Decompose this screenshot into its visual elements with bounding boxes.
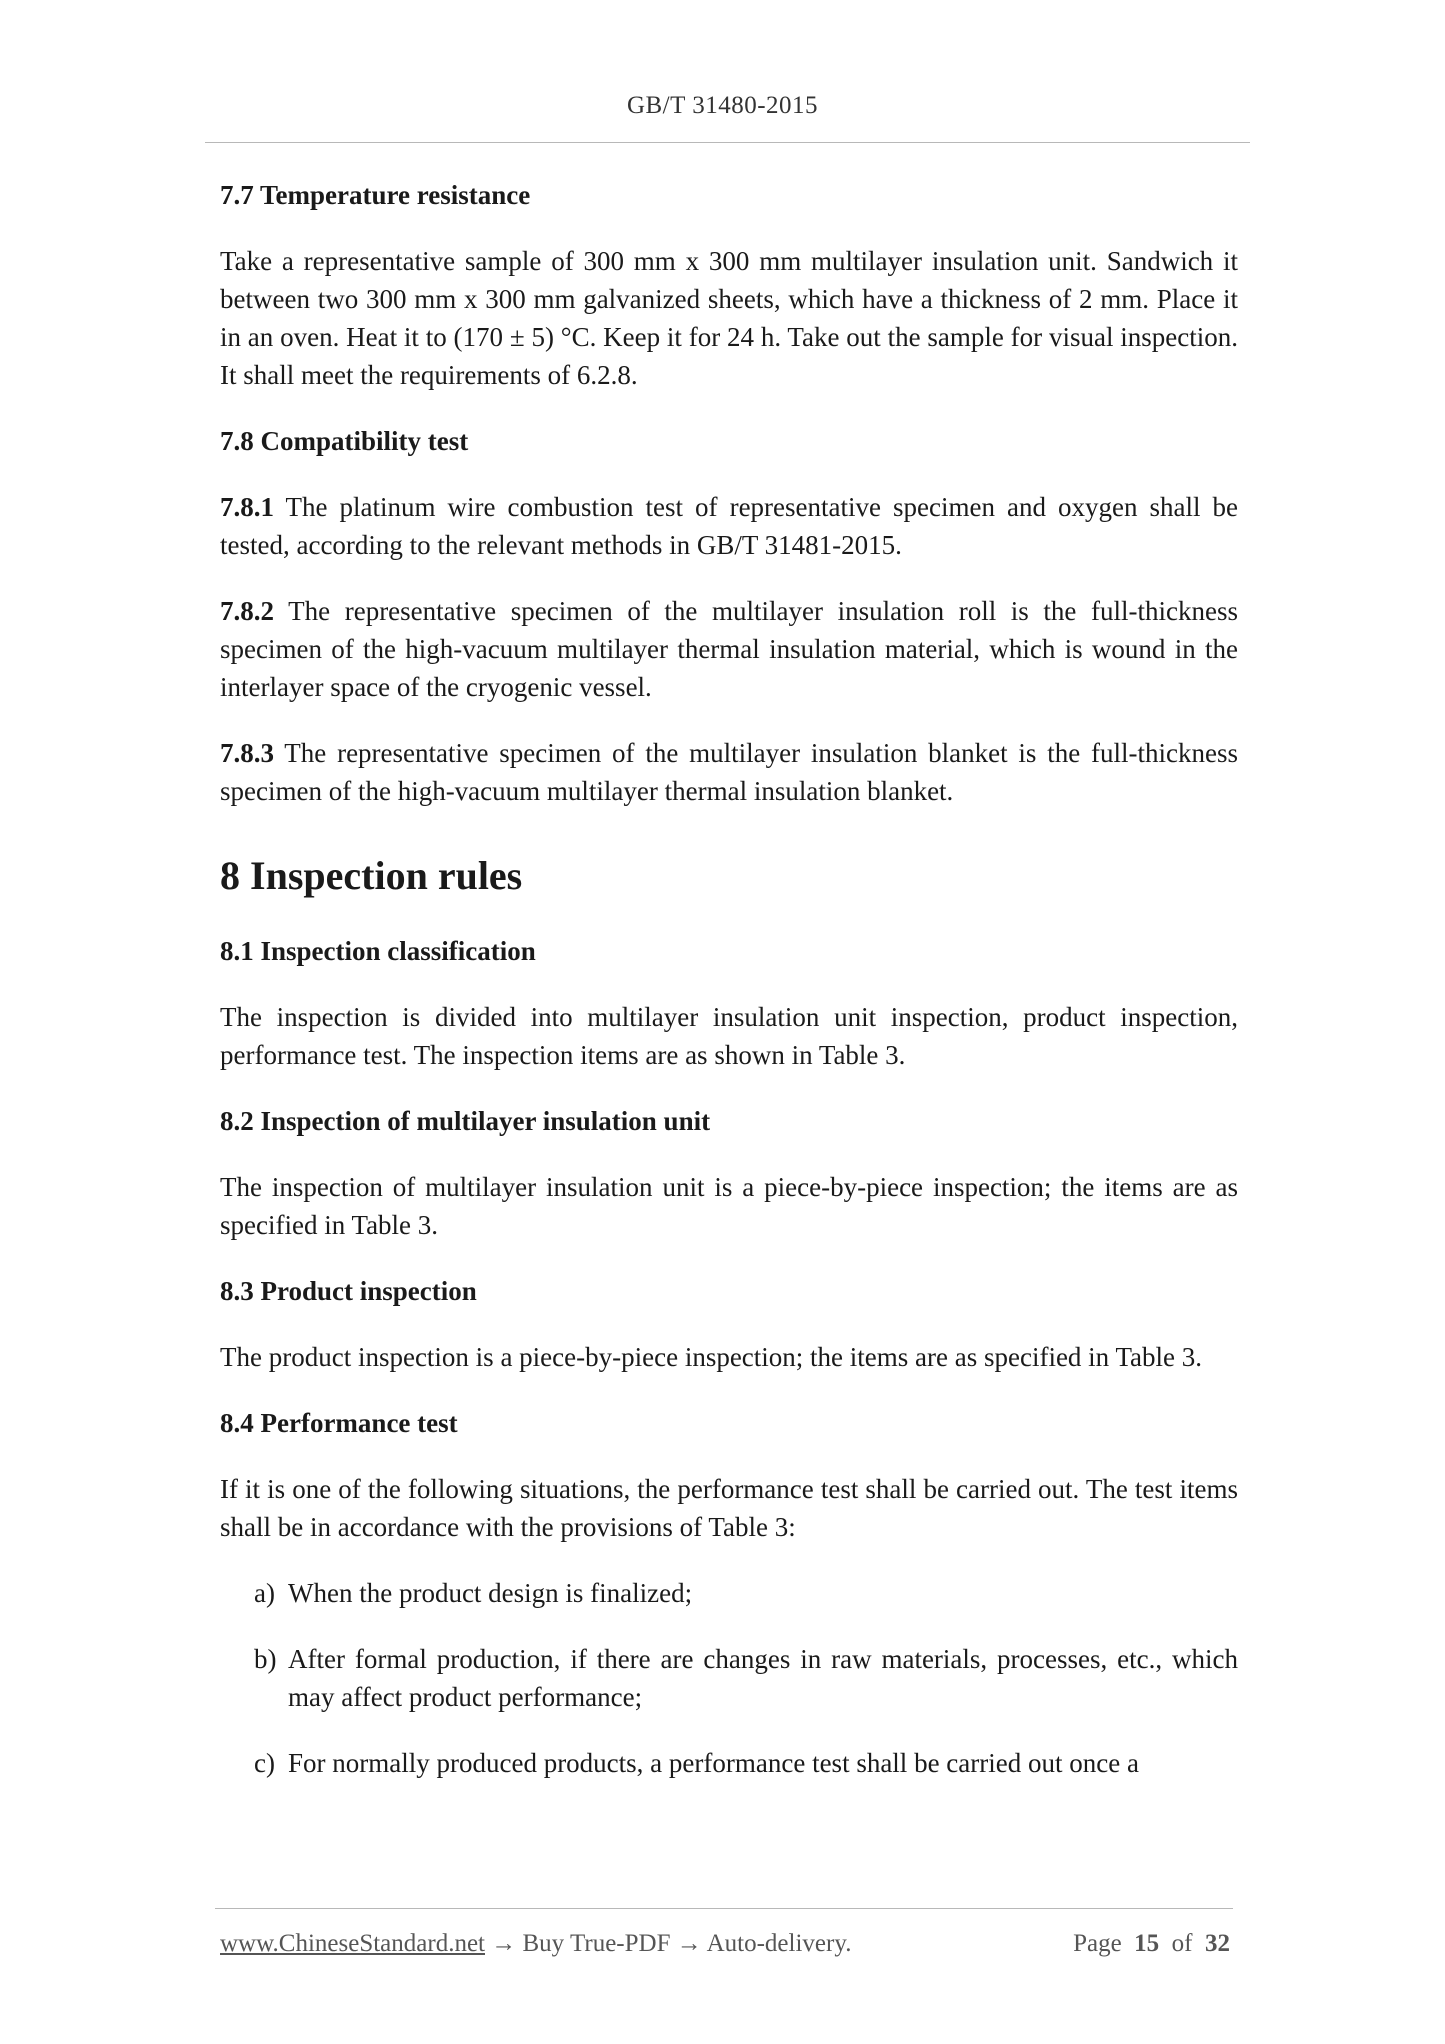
document-body (220, 176, 1238, 1782)
list-marker: c) (254, 1748, 275, 1778)
list-item (254, 1574, 1238, 1612)
page-footer (220, 1930, 1230, 1958)
buy-true-pdf-text: Buy True-PDF (522, 1930, 671, 1957)
list-marker: a) (254, 1578, 275, 1608)
heading-7-7: 7.7 Temperature resistance (220, 180, 531, 210)
page-header-title: GB/T 31480-2015 (626, 92, 819, 119)
current-page-number: 15 (1134, 1930, 1160, 1957)
paragraph-7-7: Take a representative sample of 300 mm x 300 mm multilayer insulation unit. Sandwich it between two 300 mm x 300 mm galvanized sheets, which have a thickness of 2 mm. Place it in an oven. Heat it to (170 ± 5) °C. Keep it for 24 h. Take out the sample for visual inspection. It shall meet the requirements of 6.2.8. (220, 246, 1238, 390)
total-pages-number: 32 (1205, 1930, 1230, 1957)
arrow-icon: → (670, 1930, 707, 1957)
situation-list (254, 1574, 1238, 1782)
heading-8-2: 8.2 Inspection of multilayer insulation unit (220, 1106, 711, 1136)
clause-text: The platinum wire combustion test of representative specimen and oxygen shall be tested, according to the relevant methods in GB/T 31481-2015. (220, 492, 1238, 560)
heading-7-8: 7.8 Compatibility test (220, 426, 469, 456)
paragraph-8-3: The product inspection is a piece-by-piece inspection; the items are as specified in Table 3. (220, 1342, 1203, 1372)
heading-8-3: 8.3 Product inspection (220, 1276, 477, 1306)
heading-8: 8 Inspection rules (220, 853, 523, 898)
list-item-text: When the product design is finalized; (288, 1578, 693, 1608)
header-divider (205, 142, 1250, 143)
paragraph-7-8-2 (220, 592, 1238, 706)
paragraph-8-4: If it is one of the following situations, the performance test shall be carried out. The test items shall be in accordance with the provisions of Table 3: (220, 1474, 1238, 1542)
page-label: Page (1073, 1930, 1122, 1957)
clause-text: The representative specimen of the multilayer insulation roll is the full-thickness specimen of the high-vacuum multilayer thermal insulation material, which is wound in the interlayer space of the cryogenic vessel. (220, 596, 1238, 702)
paragraph-7-8-1 (220, 488, 1238, 564)
clause-text: The representative specimen of the multilayer insulation blanket is the full-thickness specimen of the high-vacuum multilayer thermal insulation blanket. (220, 738, 1238, 806)
paragraph-8-1: The inspection is divided into multilayer insulation unit inspection, product inspection, performance test. The inspection items are as shown in Table 3. (220, 1002, 1238, 1070)
clause-number: 7.8.2 (220, 596, 274, 626)
heading-8-1: 8.1 Inspection classification (220, 936, 536, 966)
list-item (254, 1640, 1238, 1716)
paragraph-8-2: The inspection of multilayer insulation unit is a piece-by-piece inspection; the items are as specified in Table 3. (220, 1172, 1238, 1240)
footer-divider (215, 1908, 1233, 1909)
clause-number: 7.8.3 (220, 738, 274, 768)
paragraph-7-8-3 (220, 734, 1238, 810)
list-item (254, 1744, 1238, 1782)
arrow-icon: → (485, 1930, 523, 1957)
list-marker: b) (254, 1644, 277, 1674)
auto-delivery-text: Auto-delivery. (706, 1930, 852, 1957)
list-item-text: After formal production, if there are changes in raw materials, processes, etc., which may affect product performance; (288, 1644, 1238, 1712)
website-link[interactable]: www.ChineseStandard.net (220, 1930, 485, 1957)
list-item-text: For normally produced products, a performance test shall be carried out once a (288, 1748, 1139, 1778)
heading-8-4: 8.4 Performance test (220, 1408, 458, 1438)
of-label: of (1171, 1930, 1193, 1957)
clause-number: 7.8.1 (220, 492, 274, 522)
page-indicator (1073, 1930, 1230, 1958)
